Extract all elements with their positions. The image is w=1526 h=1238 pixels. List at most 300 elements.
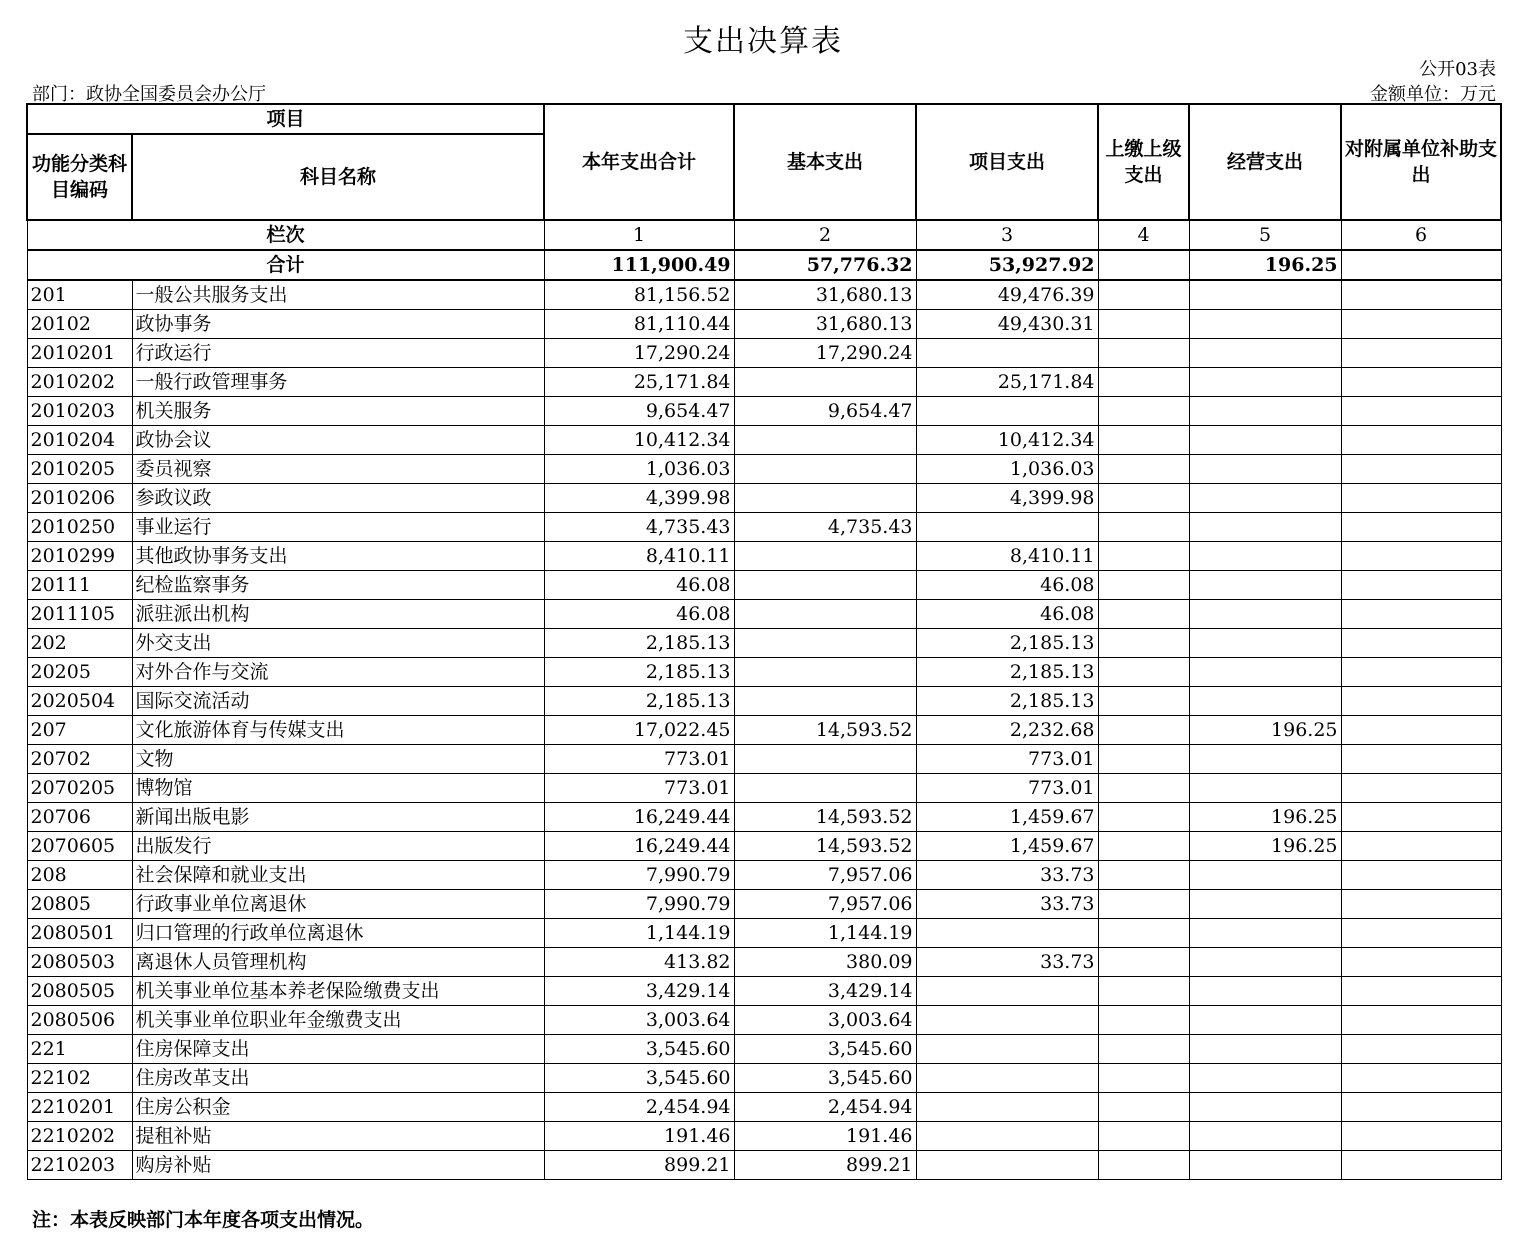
row-value: 14,593.52 <box>734 803 916 832</box>
lanci-label: 栏次 <box>27 220 544 250</box>
row-value <box>734 745 916 774</box>
row-value <box>1098 658 1189 687</box>
row-value <box>916 397 1098 426</box>
row-code: 207 <box>27 716 132 745</box>
row-subject-name: 委员视察 <box>132 455 544 484</box>
row-value <box>916 1151 1098 1180</box>
table-row <box>27 716 1501 745</box>
row-value: 1,036.03 <box>916 455 1098 484</box>
row-value: 16,249.44 <box>544 803 734 832</box>
row-subject-name: 纪检监察事务 <box>132 571 544 600</box>
row-value <box>1098 1122 1189 1151</box>
row-value: 1,459.67 <box>916 803 1098 832</box>
row-code: 2070605 <box>27 832 132 861</box>
row-subject-name: 一般行政管理事务 <box>132 368 544 397</box>
row-value <box>1341 280 1501 310</box>
row-value <box>1341 1006 1501 1035</box>
row-value <box>1341 455 1501 484</box>
row-value <box>1189 774 1341 803</box>
row-value: 773.01 <box>916 745 1098 774</box>
col-number: 4 <box>1098 220 1189 250</box>
row-value <box>1189 1151 1341 1180</box>
row-code: 2210203 <box>27 1151 132 1180</box>
row-code: 2080506 <box>27 1006 132 1035</box>
row-value: 16,249.44 <box>544 832 734 861</box>
table-row <box>27 629 1501 658</box>
row-subject-name: 提租补贴 <box>132 1122 544 1151</box>
row-value <box>734 658 916 687</box>
row-code: 208 <box>27 861 132 890</box>
row-value: 2,185.13 <box>544 658 734 687</box>
table-row <box>27 1093 1501 1122</box>
row-value: 8,410.11 <box>544 542 734 571</box>
row-code: 202 <box>27 629 132 658</box>
table-row <box>27 368 1501 397</box>
row-value <box>1098 948 1189 977</box>
row-value: 3,545.60 <box>734 1064 916 1093</box>
row-code: 2011105 <box>27 600 132 629</box>
row-value: 33.73 <box>916 948 1098 977</box>
row-value <box>1189 1064 1341 1093</box>
row-value: 2,185.13 <box>916 629 1098 658</box>
row-value: 2,454.94 <box>734 1093 916 1122</box>
col-number: 1 <box>544 220 734 250</box>
row-value <box>1098 542 1189 571</box>
row-value <box>1189 455 1341 484</box>
row-value: 49,476.39 <box>916 280 1098 310</box>
row-subject-name: 机关服务 <box>132 397 544 426</box>
row-value: 2,185.13 <box>544 629 734 658</box>
table-row <box>27 571 1501 600</box>
row-value <box>916 1035 1098 1064</box>
row-value <box>1098 600 1189 629</box>
total-cell <box>1341 250 1501 280</box>
row-value: 81,110.44 <box>544 310 734 339</box>
row-code: 20111 <box>27 571 132 600</box>
row-value <box>1189 513 1341 542</box>
col-number: 2 <box>734 220 916 250</box>
table-row <box>27 1035 1501 1064</box>
table-row <box>27 600 1501 629</box>
table-row <box>27 310 1501 339</box>
header-subject-name: 科目名称 <box>132 134 544 220</box>
row-value <box>1098 803 1189 832</box>
row-value <box>1098 368 1189 397</box>
row-value <box>734 600 916 629</box>
row-value <box>1341 745 1501 774</box>
row-value: 4,735.43 <box>544 513 734 542</box>
row-code: 2080501 <box>27 919 132 948</box>
row-value: 2,185.13 <box>916 658 1098 687</box>
row-value <box>1098 513 1189 542</box>
row-value: 7,990.79 <box>544 861 734 890</box>
row-subject-name: 购房补贴 <box>132 1151 544 1180</box>
row-value: 17,290.24 <box>544 339 734 368</box>
row-value <box>1189 745 1341 774</box>
row-value <box>1189 629 1341 658</box>
row-value <box>1098 1006 1189 1035</box>
row-value: 14,593.52 <box>734 716 916 745</box>
total-cell: 196.25 <box>1189 250 1341 280</box>
row-value: 10,412.34 <box>544 426 734 455</box>
row-subject-name: 对外合作与交流 <box>132 658 544 687</box>
row-value: 1,144.19 <box>544 919 734 948</box>
table-row <box>27 1122 1501 1151</box>
row-value: 46.08 <box>916 600 1098 629</box>
table-row <box>27 803 1501 832</box>
row-value: 25,171.84 <box>544 368 734 397</box>
row-value: 4,399.98 <box>916 484 1098 513</box>
row-subject-name: 住房保障支出 <box>132 1035 544 1064</box>
row-value: 773.01 <box>544 774 734 803</box>
row-subject-name: 离退休人员管理机构 <box>132 948 544 977</box>
row-value: 3,545.60 <box>734 1035 916 1064</box>
row-code: 2010202 <box>27 368 132 397</box>
row-value <box>734 571 916 600</box>
row-value <box>916 1122 1098 1151</box>
row-value <box>1098 890 1189 919</box>
row-value <box>916 513 1098 542</box>
total-label: 合计 <box>27 250 544 280</box>
row-value <box>1189 890 1341 919</box>
row-value <box>1189 368 1341 397</box>
row-code: 2010204 <box>27 426 132 455</box>
row-code: 2210201 <box>27 1093 132 1122</box>
col-number: 5 <box>1189 220 1341 250</box>
row-code: 2210202 <box>27 1122 132 1151</box>
row-value <box>1189 1093 1341 1122</box>
row-subject-name: 一般公共服务支出 <box>132 280 544 310</box>
row-subject-name: 归口管理的行政单位离退休 <box>132 919 544 948</box>
row-subject-name: 住房改革支出 <box>132 1064 544 1093</box>
row-value: 49,430.31 <box>916 310 1098 339</box>
table-row <box>27 774 1501 803</box>
row-value: 2,454.94 <box>544 1093 734 1122</box>
row-value <box>1189 977 1341 1006</box>
row-value <box>1341 1151 1501 1180</box>
row-value: 3,545.60 <box>544 1064 734 1093</box>
row-code: 2020504 <box>27 687 132 716</box>
row-value <box>1341 919 1501 948</box>
row-subject-name: 出版发行 <box>132 832 544 861</box>
row-subject-name: 其他政协事务支出 <box>132 542 544 571</box>
row-subject-name: 事业运行 <box>132 513 544 542</box>
row-value: 33.73 <box>916 861 1098 890</box>
table-row <box>27 1064 1501 1093</box>
row-value: 899.21 <box>734 1151 916 1180</box>
row-value <box>1098 280 1189 310</box>
row-value: 3,545.60 <box>544 1035 734 1064</box>
expenditure-table <box>26 103 1502 1180</box>
row-value <box>734 774 916 803</box>
row-code: 201 <box>27 280 132 310</box>
row-value <box>1341 542 1501 571</box>
row-code: 2080505 <box>27 977 132 1006</box>
row-value: 14,593.52 <box>734 832 916 861</box>
row-value <box>1341 571 1501 600</box>
table-row <box>27 339 1501 368</box>
row-value <box>1341 1064 1501 1093</box>
row-value <box>1189 658 1341 687</box>
table-row <box>27 890 1501 919</box>
row-value <box>1189 948 1341 977</box>
row-value <box>916 919 1098 948</box>
header-col-business: 经营支出 <box>1189 104 1341 220</box>
row-value <box>1189 397 1341 426</box>
row-code: 221 <box>27 1035 132 1064</box>
row-subject-name: 政协事务 <box>132 310 544 339</box>
row-code: 20706 <box>27 803 132 832</box>
row-value <box>1341 339 1501 368</box>
row-value <box>1098 716 1189 745</box>
row-value <box>1098 977 1189 1006</box>
row-value: 899.21 <box>544 1151 734 1180</box>
row-subject-name: 博物馆 <box>132 774 544 803</box>
row-value <box>1189 571 1341 600</box>
header-col-subsidy: 对附属单位补助支出 <box>1341 104 1501 220</box>
total-row <box>27 250 1501 280</box>
header-col-total: 本年支出合计 <box>544 104 734 220</box>
table-row <box>27 542 1501 571</box>
row-code: 2010205 <box>27 455 132 484</box>
row-value: 196.25 <box>1189 716 1341 745</box>
table-row <box>27 426 1501 455</box>
row-value <box>1098 832 1189 861</box>
row-value <box>1341 397 1501 426</box>
row-value: 31,680.13 <box>734 310 916 339</box>
row-subject-name: 派驻派出机构 <box>132 600 544 629</box>
page-title: 支出决算表 <box>683 24 843 59</box>
amount-unit-label: 金额单位：万元 <box>1370 84 1496 105</box>
row-subject-name: 国际交流活动 <box>132 687 544 716</box>
table-row <box>27 977 1501 1006</box>
row-value: 773.01 <box>916 774 1098 803</box>
row-value: 7,990.79 <box>544 890 734 919</box>
row-value <box>1341 600 1501 629</box>
row-value: 191.46 <box>734 1122 916 1151</box>
row-value <box>916 977 1098 1006</box>
row-value <box>1341 861 1501 890</box>
row-value <box>1098 774 1189 803</box>
row-value <box>1098 745 1189 774</box>
row-value <box>1098 1064 1189 1093</box>
row-value <box>1341 426 1501 455</box>
row-value <box>1189 600 1341 629</box>
header-col-remit: 上缴上级支出 <box>1098 104 1189 220</box>
row-code: 2010299 <box>27 542 132 571</box>
row-value <box>734 629 916 658</box>
row-value <box>734 687 916 716</box>
form-number: 公开03表 <box>1419 59 1496 80</box>
row-value <box>1098 687 1189 716</box>
row-value <box>734 542 916 571</box>
row-subject-name: 文物 <box>132 745 544 774</box>
row-value <box>1098 484 1189 513</box>
department-label: 部门：政协全国委员会办公厅 <box>32 84 266 105</box>
row-value <box>1341 832 1501 861</box>
col-number: 6 <box>1341 220 1501 250</box>
row-value <box>734 426 916 455</box>
row-value: 2,232.68 <box>916 716 1098 745</box>
row-code: 2010203 <box>27 397 132 426</box>
row-value <box>1341 310 1501 339</box>
row-subject-name: 社会保障和就业支出 <box>132 861 544 890</box>
header-col-basic: 基本支出 <box>734 104 916 220</box>
table-row <box>27 513 1501 542</box>
row-subject-name: 住房公积金 <box>132 1093 544 1122</box>
row-value <box>1189 861 1341 890</box>
row-code: 2080503 <box>27 948 132 977</box>
row-value <box>1341 803 1501 832</box>
row-value: 9,654.47 <box>544 397 734 426</box>
row-value: 4,735.43 <box>734 513 916 542</box>
row-value <box>916 1064 1098 1093</box>
row-value <box>1341 890 1501 919</box>
row-value <box>1189 687 1341 716</box>
row-value <box>1098 1093 1189 1122</box>
table-row <box>27 861 1501 890</box>
table-row <box>27 687 1501 716</box>
row-code: 20805 <box>27 890 132 919</box>
row-value <box>916 339 1098 368</box>
row-value: 9,654.47 <box>734 397 916 426</box>
row-value: 3,429.14 <box>544 977 734 1006</box>
row-value <box>1189 310 1341 339</box>
col-number: 3 <box>916 220 1098 250</box>
total-cell: 111,900.49 <box>544 250 734 280</box>
row-value <box>1341 1093 1501 1122</box>
row-value: 33.73 <box>916 890 1098 919</box>
row-value <box>734 455 916 484</box>
row-code: 20205 <box>27 658 132 687</box>
row-value: 191.46 <box>544 1122 734 1151</box>
row-subject-name: 参政议政 <box>132 484 544 513</box>
row-subject-name: 行政运行 <box>132 339 544 368</box>
row-value <box>1189 919 1341 948</box>
row-value <box>1341 484 1501 513</box>
row-value: 17,022.45 <box>544 716 734 745</box>
row-code: 20702 <box>27 745 132 774</box>
row-value <box>1098 629 1189 658</box>
header-item: 项目 <box>27 104 544 134</box>
table-row <box>27 397 1501 426</box>
row-value: 8,410.11 <box>916 542 1098 571</box>
row-value: 1,036.03 <box>544 455 734 484</box>
header-col-project: 项目支出 <box>916 104 1098 220</box>
table-row <box>27 948 1501 977</box>
table-row <box>27 832 1501 861</box>
row-value: 46.08 <box>544 600 734 629</box>
row-code: 2010250 <box>27 513 132 542</box>
row-value <box>1341 513 1501 542</box>
row-value: 4,399.98 <box>544 484 734 513</box>
row-value: 413.82 <box>544 948 734 977</box>
table-row <box>27 658 1501 687</box>
row-value: 380.09 <box>734 948 916 977</box>
row-value: 1,144.19 <box>734 919 916 948</box>
row-value: 10,412.34 <box>916 426 1098 455</box>
table-row <box>27 280 1501 310</box>
row-value: 773.01 <box>544 745 734 774</box>
table-row <box>27 1006 1501 1035</box>
total-cell <box>1098 250 1189 280</box>
row-value <box>1341 716 1501 745</box>
row-value <box>1098 455 1189 484</box>
row-value <box>1341 658 1501 687</box>
row-value <box>1341 774 1501 803</box>
row-code: 20102 <box>27 310 132 339</box>
row-value: 3,003.64 <box>544 1006 734 1035</box>
row-subject-name: 外交支出 <box>132 629 544 658</box>
row-value <box>1189 280 1341 310</box>
row-value <box>916 1093 1098 1122</box>
row-value: 31,680.13 <box>734 280 916 310</box>
row-value: 46.08 <box>916 571 1098 600</box>
row-value <box>1098 571 1189 600</box>
row-value: 1,459.67 <box>916 832 1098 861</box>
row-subject-name: 政协会议 <box>132 426 544 455</box>
row-value <box>1189 542 1341 571</box>
row-value <box>1098 426 1189 455</box>
table-row <box>27 919 1501 948</box>
header-func-code: 功能分类科目编码 <box>27 134 132 220</box>
row-code: 2010206 <box>27 484 132 513</box>
table-row <box>27 1151 1501 1180</box>
row-value: 196.25 <box>1189 803 1341 832</box>
total-cell: 57,776.32 <box>734 250 916 280</box>
row-code: 2010201 <box>27 339 132 368</box>
row-value <box>1189 426 1341 455</box>
row-value: 7,957.06 <box>734 861 916 890</box>
row-subject-name: 机关事业单位职业年金缴费支出 <box>132 1006 544 1035</box>
row-value <box>1341 687 1501 716</box>
row-code: 2070205 <box>27 774 132 803</box>
row-value <box>734 484 916 513</box>
row-value <box>1341 948 1501 977</box>
row-value <box>1098 339 1189 368</box>
row-value: 81,156.52 <box>544 280 734 310</box>
row-value <box>1098 1151 1189 1180</box>
row-value: 17,290.24 <box>734 339 916 368</box>
row-value <box>1189 1035 1341 1064</box>
table-row <box>27 455 1501 484</box>
row-value <box>1341 629 1501 658</box>
row-value <box>1098 919 1189 948</box>
row-code: 22102 <box>27 1064 132 1093</box>
row-value <box>1189 1006 1341 1035</box>
row-value <box>1098 861 1189 890</box>
footnote: 注：本表反映部门本年度各项支出情况。 <box>32 1209 375 1231</box>
row-value <box>1098 397 1189 426</box>
row-value <box>1098 1035 1189 1064</box>
row-value <box>1098 310 1189 339</box>
row-subject-name: 机关事业单位基本养老保险缴费支出 <box>132 977 544 1006</box>
column-number-row <box>27 220 1501 250</box>
total-cell: 53,927.92 <box>916 250 1098 280</box>
row-value: 3,429.14 <box>734 977 916 1006</box>
table-row <box>27 745 1501 774</box>
row-value: 7,957.06 <box>734 890 916 919</box>
table-row <box>27 484 1501 513</box>
row-value <box>1341 977 1501 1006</box>
row-subject-name: 文化旅游体育与传媒支出 <box>132 716 544 745</box>
row-value <box>1341 1035 1501 1064</box>
row-value <box>1341 368 1501 397</box>
row-value: 2,185.13 <box>544 687 734 716</box>
row-value: 25,171.84 <box>916 368 1098 397</box>
row-subject-name: 新闻出版电影 <box>132 803 544 832</box>
row-value <box>1189 1122 1341 1151</box>
